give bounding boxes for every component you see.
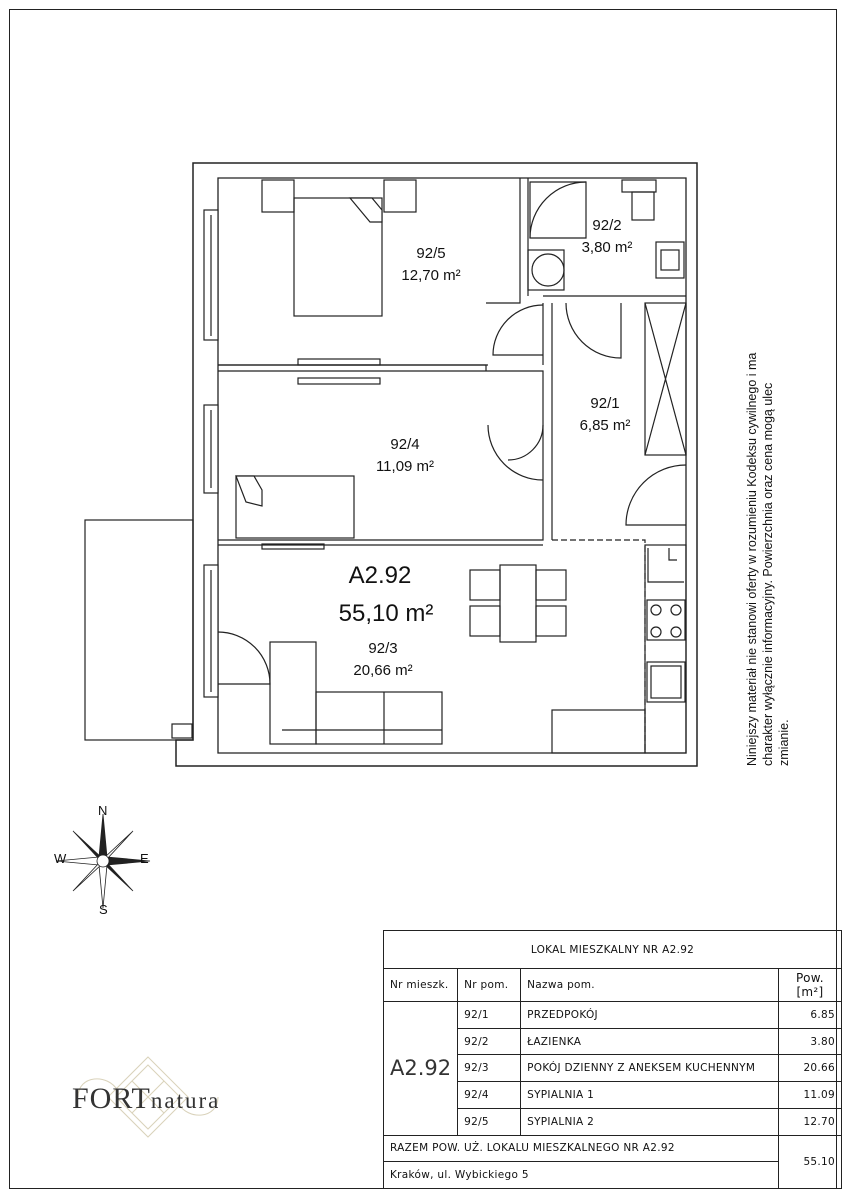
room-area: 11,09 m²: [375, 458, 435, 475]
room-area: 6,85 m²: [579, 417, 631, 434]
header-room-name: Nazwa pom.: [521, 969, 779, 1002]
brand-logo: [72, 1082, 220, 1116]
room-number-cell: 92/2: [458, 1028, 521, 1055]
room-area: 3,80 m²: [581, 239, 633, 256]
apartment-total-area: 55,10 m²: [338, 600, 434, 627]
address: Kraków, ul. Wybickiego 5: [384, 1162, 779, 1189]
room-label-92-3: [328, 638, 438, 682]
header-apartment: Nr mieszk.: [384, 969, 458, 1002]
room-name-cell: POKÓJ DZIENNY Z ANEKSEM KUCHENNYM: [521, 1055, 779, 1082]
room-number-cell: 92/1: [458, 1001, 521, 1028]
room-number-cell: 92/3: [458, 1055, 521, 1082]
logo-natura: natura: [150, 1088, 221, 1113]
header-room-number: Nr pom.: [458, 969, 521, 1002]
apartment-table: [383, 930, 842, 1189]
compass-w: W: [54, 851, 67, 866]
room-id: 92/3: [368, 640, 398, 657]
room-label-92-1: [550, 393, 660, 437]
room-name-cell: SYPIALNIA 2: [521, 1108, 779, 1135]
apartment-code: A2.92: [348, 562, 412, 589]
bed-92-4: [236, 476, 354, 538]
room-name-cell: PRZEDPOKÓJ: [521, 1001, 779, 1028]
room-name-cell: ŁAZIENKA: [521, 1028, 779, 1055]
compass-n: N: [98, 803, 108, 818]
room-area-cell: 20.66: [779, 1055, 842, 1082]
kitchen-fixtures: [645, 545, 686, 753]
room-area-cell: 12.70: [779, 1108, 842, 1135]
total-value: 55.10: [779, 1135, 842, 1188]
disclaimer-text: Niniejszy materiał nie stanowi oferty w rozumieniu Kodeksu cywilnego i ma charakter wyłącznie informacyjny. Powierzchnia oraz cena mogą ulec zmianie.: [745, 352, 791, 766]
room-area-cell: 11.09: [779, 1082, 842, 1109]
table-title: LOKAL MIESZKALNY NR A2.92: [384, 931, 842, 969]
logo-fort: FORT: [72, 1082, 151, 1115]
compass-s: S: [99, 902, 108, 917]
room-area: 20,66 m²: [353, 662, 413, 679]
balcony: [85, 520, 193, 740]
room-name-cell: SYPIALNIA 1: [521, 1082, 779, 1109]
apartment-id-cell: A2.92: [384, 1001, 458, 1135]
room-area-cell: 6.85: [779, 1001, 842, 1028]
room-number-cell: 92/5: [458, 1108, 521, 1135]
room-area-cell: 3.80: [779, 1028, 842, 1055]
header-area: Pow. [m²]: [779, 969, 842, 1002]
room-id: 92/4: [390, 436, 420, 453]
room-id: 92/1: [590, 395, 620, 412]
table-row: [384, 1001, 842, 1028]
room-number-cell: 92/4: [458, 1082, 521, 1109]
room-label-92-4: [350, 434, 460, 478]
cabinet: [552, 710, 645, 753]
room-id: 92/2: [592, 217, 622, 234]
compass-e: E: [140, 851, 149, 866]
room-label-92-5: [376, 243, 486, 287]
dining-set: [470, 565, 566, 642]
room-id: 92/5: [416, 245, 446, 262]
room-label-92-2: [552, 215, 662, 259]
room-area: 12,70 m²: [401, 267, 461, 284]
total-label: RAZEM POW. UŻ. LOKALU MIESZKALNEGO NR A2.92: [384, 1135, 779, 1162]
